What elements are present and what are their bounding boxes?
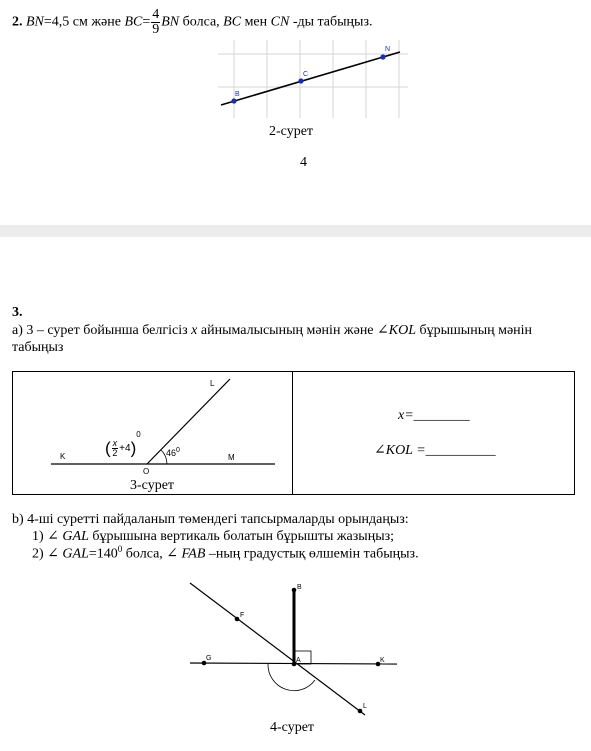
point-n <box>380 54 385 59</box>
label-f: F <box>240 612 245 619</box>
point-c <box>298 78 303 83</box>
text-men: мен <box>244 14 268 30</box>
expr-num: x <box>112 437 118 448</box>
figure-3-caption: 3-сурет <box>130 478 175 493</box>
page-number: 4 <box>300 155 307 170</box>
task-b2 <box>32 544 419 563</box>
expr-den: 2 <box>112 447 118 458</box>
equals: = <box>142 14 151 30</box>
label-b: B <box>235 91 240 98</box>
label-a: A <box>296 657 301 664</box>
var-bc: BC <box>124 14 143 30</box>
text-b: b) 4-ші суретті пайдаланып төмендегі тапсырмаларды орындаңыз: <box>12 512 409 527</box>
bn-value: =4,5 см және <box>43 14 121 30</box>
paren-open: ( <box>105 438 111 458</box>
b1-angle: ∠ GAL <box>47 529 89 544</box>
var-cn: CN <box>270 14 290 30</box>
label-o: O <box>143 467 150 476</box>
table-divider <box>292 372 293 494</box>
figure-4 <box>185 578 405 718</box>
b2-angle: ∠ GAL <box>47 546 89 562</box>
angle-arc-gal <box>268 664 315 691</box>
text-find: -ды табыңыз. <box>292 14 373 30</box>
b2-deg: 0 <box>117 544 123 554</box>
problem-3a-statement <box>12 322 582 356</box>
b2-text1: болса, <box>125 546 163 562</box>
b2-prefix: 2) <box>32 546 44 562</box>
label-k: K <box>60 452 66 461</box>
answer-kol-blank[interactable]: __________ <box>425 443 496 458</box>
text-a1: а) 3 – сурет бойынша белгісіз <box>12 323 188 338</box>
answer-kol <box>374 442 496 459</box>
angle-kol: ∠KOL <box>377 323 416 338</box>
angle-expression <box>105 430 141 458</box>
angle-46 <box>166 447 180 458</box>
b1-text: бұрышына вертикаль болатын бұрышты жазыңыз; <box>92 529 395 544</box>
task-b1 <box>32 528 394 545</box>
label-l: L <box>363 703 367 710</box>
label-g: G <box>206 655 212 662</box>
figure-2-caption: 2-сурет <box>269 124 314 139</box>
problem-3b-statement <box>12 512 409 528</box>
var-x: x <box>191 323 198 338</box>
grid <box>218 40 408 118</box>
point-b <box>231 98 236 103</box>
answer-x <box>398 408 470 424</box>
figure-4-caption: 4-сурет <box>270 720 315 735</box>
problem-3-num: 3. <box>12 305 23 320</box>
b2-text2: –ның градустық өлшемін табыңыз. <box>208 546 419 562</box>
angle-46-value: 46 <box>166 448 177 458</box>
var-bn-2: BN <box>161 14 180 30</box>
b2-angle2: ∠ FAB <box>166 546 206 562</box>
problem-3-number <box>12 305 23 321</box>
text-a4: табыңыз <box>12 340 64 355</box>
label-k: K <box>380 657 385 664</box>
paren-close: ) <box>130 438 137 458</box>
text-a3: бұрышының мәнін <box>419 323 533 338</box>
answer-kol-label: ∠KOL = <box>374 443 426 458</box>
var-bc-2: BC <box>223 14 242 30</box>
label-b: B <box>297 584 302 591</box>
label-l: L <box>210 379 215 388</box>
figure-3 <box>45 376 285 476</box>
fraction-4-9 <box>151 8 160 37</box>
problem-2-statement <box>12 8 372 37</box>
answer-x-label: x= <box>398 408 414 423</box>
text-bolsa: болса, <box>182 14 220 30</box>
point-l <box>358 709 363 714</box>
expr-deg: 0 <box>136 430 141 439</box>
b2-value: =140 <box>88 546 118 562</box>
label-c: C <box>303 71 309 78</box>
text-a2: айнымалысының мәнін және <box>200 323 374 338</box>
task-table <box>12 371 575 495</box>
line-fl <box>190 583 365 715</box>
b1-prefix: 1) <box>32 529 44 544</box>
figure-2 <box>218 40 408 120</box>
label-n: N <box>385 46 391 53</box>
angle-46-deg: 0 <box>176 447 180 454</box>
point-f <box>235 617 240 622</box>
problem-2-number: 2. <box>12 14 23 30</box>
frac-den: 9 <box>152 22 160 37</box>
segment-bn <box>221 52 400 105</box>
frac-num: 4 <box>152 7 160 22</box>
var-bn: BN <box>26 14 44 30</box>
expr-plus: +4 <box>119 442 131 454</box>
page-separator <box>0 225 591 237</box>
expr-fraction <box>112 439 119 458</box>
point-b <box>292 588 297 593</box>
ray-ol <box>147 379 230 464</box>
label-m: M <box>228 453 235 462</box>
answer-x-blank[interactable]: ________ <box>413 408 470 423</box>
